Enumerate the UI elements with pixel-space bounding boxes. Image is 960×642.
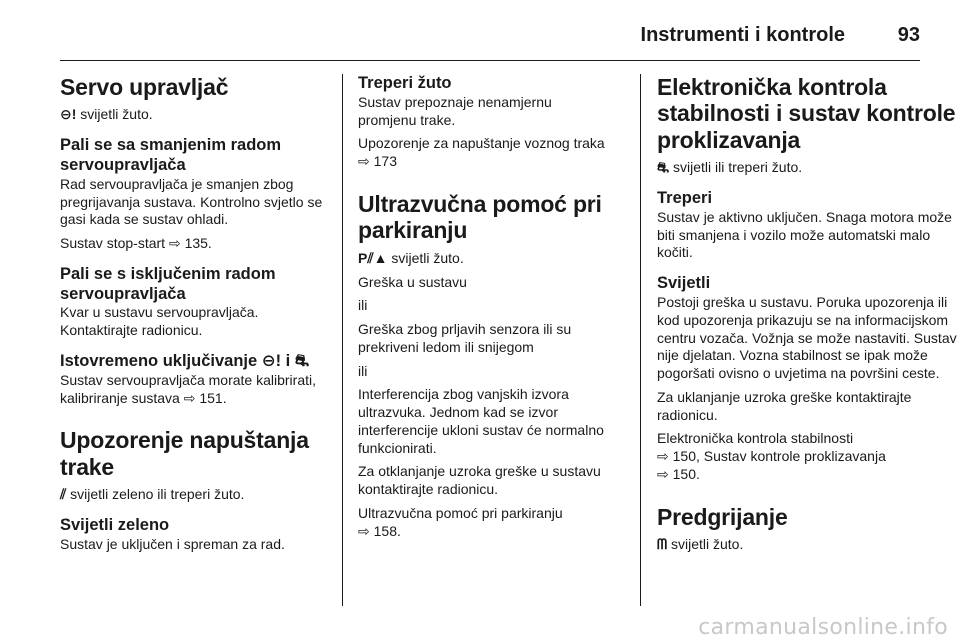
parking-or2: ili	[358, 362, 368, 379]
green-body: Sustav je uključen i spreman za rad.	[60, 535, 285, 552]
column-3	[657, 74, 957, 560]
blink-yellow-ref-text: Upozorenje za napuštanje voznog traka	[358, 135, 605, 152]
blink-yellow-ref	[358, 135, 613, 171]
lane-lead-text: svijetli zeleno ili treperi žuto.	[70, 486, 245, 503]
parking-lead	[358, 250, 613, 268]
parking-or1: ili	[358, 297, 368, 314]
subheading-reduced: Pali se sa smanjenim radom servoupravljača	[60, 136, 282, 174]
lights-ref-page-b: 150.	[672, 465, 700, 482]
stability-control-icon: ⛐	[657, 159, 670, 176]
subheading-blinks: Treperi	[657, 189, 713, 208]
simultaneous-body	[60, 372, 330, 408]
off-body: Kvar u sustavu servoupravljača. Kontaktirajte radionicu.	[60, 304, 259, 339]
reduced-ref	[60, 235, 330, 253]
lane-lead	[60, 486, 330, 504]
esc-lead-text: svijetli ili treperi žuto.	[672, 159, 803, 176]
simultaneous-title-a: Istovremeno uključivanje	[60, 351, 258, 370]
subheading-blink-yellow: Treperi žuto	[358, 74, 452, 92]
parking-ref-page: 158.	[373, 522, 401, 539]
simultaneous-body-text: Sustav servoupravljača morate kalibrirati, kalibriranje sustava	[60, 371, 316, 406]
parking-p2: Greška zbog prljavih senzora ili su prekriveni ledom ili snijegom	[358, 321, 572, 355]
parking-p1: Greška u sustavu	[358, 273, 467, 290]
section-title-esc: Elektronička kontrola stabilnosti i sustav kontrole proklizavanja	[657, 74, 956, 153]
parking-ref	[358, 505, 613, 541]
page-number: 93	[897, 24, 920, 46]
lights-ref-text: Elektronička kontrola stabilnosti	[657, 430, 854, 447]
subheading-off: Pali se s isključenim radom servoupravljača	[60, 264, 276, 303]
parking-ref-text: Ultrazvučna pomoć pri parkiranju	[358, 504, 563, 521]
parking-p3: Interferencija zbog vanjskih izvora ultrazvuka. Jednom kad se izvor interferencije ukloni sustav će normalno funkcionirati.	[358, 386, 604, 456]
page-ref-arrow-icon: ⇨	[358, 153, 370, 170]
page-ref-arrow-icon: ⇨	[358, 522, 370, 539]
column-divider-1	[342, 74, 343, 606]
glow-plug-icon: ᗰ	[657, 536, 668, 553]
page-ref-arrow-icon: ⇨	[657, 448, 669, 465]
parking-lead-text: svijetli žuto.	[391, 249, 464, 266]
column-2	[358, 74, 613, 546]
stability-control-icon: ⛐	[294, 351, 310, 370]
column-1	[60, 74, 330, 560]
lights-ref	[657, 430, 957, 483]
page-ref-arrow-icon: ⇨	[168, 235, 181, 252]
reduced-ref-page: 135.	[184, 235, 212, 252]
steering-warning-icon: ⊖!	[261, 351, 282, 370]
blinks-body: Sustav je aktivno uključen. Snaga motora može biti smanjena i vozilo može automatski malo kočiti.	[657, 208, 952, 261]
page-header	[60, 12, 920, 61]
simultaneous-title-b: i	[285, 351, 291, 370]
reduced-body: Rad servoupravljača je smanjen zbog pregrijavanja sustava. Kontrolno svjetlo se gasi kada se sustav ohladi.	[60, 175, 323, 228]
subheading-green: Svijetli zeleno	[60, 515, 170, 534]
page-ref-arrow-icon: ⇨	[183, 389, 196, 406]
servo-lead-text: svijetli žuto.	[80, 106, 153, 123]
section-title-preheat: Predgrijanje	[657, 503, 788, 530]
blink-yellow-body: Sustav prepoznaje nenamjernu promjenu trake.	[358, 93, 552, 128]
subheading-simultaneous	[60, 352, 330, 372]
section-title-parking: Ultrazvučna pomoć pri parkiranju	[358, 190, 602, 244]
header-title: Instrumenti i kontrole	[640, 24, 845, 46]
subheading-lights: Svijetli	[657, 274, 711, 293]
lights-ref-page-a: 150, Sustav kontrole proklizavanja	[672, 448, 886, 465]
lane-departure-icon: ⫽	[60, 486, 67, 503]
section-title-lane: Upozorenje napuštanja trake	[60, 427, 309, 480]
preheat-lead	[657, 536, 957, 554]
esc-lead	[657, 159, 957, 177]
simultaneous-ref-page: 151.	[199, 389, 227, 406]
blink-yellow-ref-page: 173	[373, 153, 397, 170]
parking-assist-icon: P⫽▲	[358, 249, 388, 266]
page-ref-arrow-icon: ⇨	[657, 465, 669, 482]
servo-lead	[60, 106, 330, 124]
watermark: carmanualsonline.info	[698, 615, 948, 640]
parking-p4: Za otklanjanje uzroka greške u sustavu kontaktirajte radionicu.	[358, 463, 601, 498]
section-title-servo: Servo upravljač	[60, 74, 229, 100]
reduced-ref-text: Sustav stop-start	[60, 235, 166, 252]
lights-p2: Za uklanjanje uzroka greške kontaktirajte radionicu.	[657, 388, 912, 423]
preheat-lead-text: svijetli žuto.	[671, 536, 744, 553]
column-divider-2	[640, 74, 641, 606]
steering-warning-icon: ⊖!	[60, 106, 77, 123]
lights-body: Postoji greška u sustavu. Poruka upozorenja ili kod upozorenja prikazuju se na informacijskom centru vozača. Vožnja se može nastaviti. Sustav nije djelatan. Vozna stabilnost se ipak može pogoršati ovisno o uvjetima na površini ceste.	[657, 293, 957, 382]
